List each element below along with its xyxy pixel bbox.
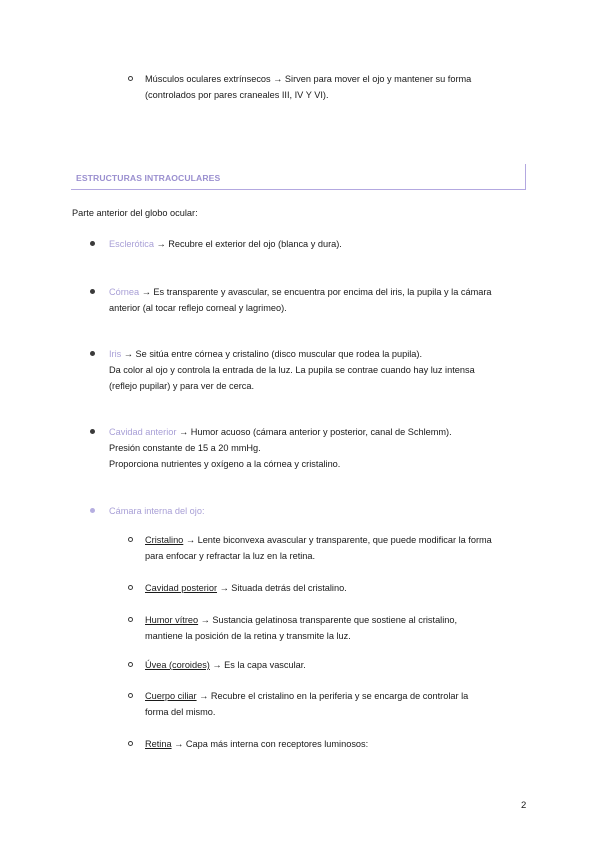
- term-description: → Es la capa vascular.: [209, 660, 306, 670]
- bullet-icon: [90, 429, 95, 434]
- list-item-text: Músculos oculares extrínsecos → Sirven para mover el ojo y mantener su forma: [145, 74, 472, 84]
- list-item-musculos: [145, 71, 530, 103]
- term-description: Presión constante de 15 a 20 mmHg.: [109, 443, 261, 453]
- list-item-text: (controlados por pares craneales III, IV Y VI).: [145, 90, 329, 100]
- sub-item-uvea: [145, 657, 530, 673]
- term-description: mantiene la posición de la retina y transmite la luz.: [145, 631, 351, 641]
- section-title: ESTRUCTURAS INTRAOCULARES: [76, 173, 221, 183]
- term-description: → Es transparente y avascular, se encuentra por encima del iris, la pupila y la cámara: [139, 287, 492, 297]
- hollow-bullet-icon: [128, 537, 133, 542]
- term-label: Cavidad anterior: [109, 427, 177, 437]
- list-item-cavidad-anterior: [109, 424, 529, 472]
- bullet-icon: [90, 508, 95, 513]
- hollow-bullet-icon: [128, 662, 133, 667]
- hollow-bullet-icon: [128, 585, 133, 590]
- term-label: Córnea: [109, 287, 140, 297]
- hollow-bullet-icon: [128, 617, 133, 622]
- term-label: Esclerótica: [109, 239, 154, 249]
- term-description: (reflejo pupilar) y para ver de cerca.: [109, 381, 255, 391]
- term-description: → Lente biconvexa avascular y transparente, que puede modificar la forma: [183, 535, 492, 545]
- term-description: → Recubre el cristalino en la periferia y se encarga de controlar la: [196, 691, 469, 701]
- term-description: → Se sitúa entre córnea y cristalino (disco muscular que rodea la pupila).: [121, 349, 423, 359]
- term-description: → Recubre el exterior del ojo (blanca y dura).: [153, 239, 342, 249]
- section-intro: Parte anterior del globo ocular:: [72, 208, 198, 218]
- sub-item-retina: [145, 736, 530, 752]
- term-description: para enfocar y refractar la luz en la retina.: [145, 551, 316, 561]
- term-description: Da color al ojo y controla la entrada de la luz. La pupila se contrae cuando hay luz intensa: [109, 365, 475, 375]
- term-description: Proporciona nutrientes y oxígeno a la córnea y cristalino.: [109, 459, 341, 469]
- term-label: Iris: [109, 349, 122, 359]
- term-description: → Situada detrás del cristalino.: [217, 583, 347, 593]
- term-label: Humor vítreo: [145, 615, 199, 625]
- term-description: forma del mismo.: [145, 707, 216, 717]
- term-label: Cuerpo ciliar: [145, 691, 197, 701]
- term-description: → Sustancia gelatinosa transparente que sostiene al cristalino,: [198, 615, 458, 625]
- sub-item-cristalino: [145, 532, 530, 564]
- hollow-bullet-icon: [128, 741, 133, 746]
- term-description: → Humor acuoso (cámara anterior y posterior, canal de Schlemm).: [176, 427, 452, 437]
- hollow-bullet-icon: [128, 693, 133, 698]
- term-description: anterior (al tocar reflejo corneal y lagrimeo).: [109, 303, 287, 313]
- term-label: Cavidad posterior: [145, 583, 218, 593]
- term-label: Cristalino: [145, 535, 184, 545]
- bullet-icon: [90, 241, 95, 246]
- term-label: Cámara interna del ojo:: [109, 506, 205, 516]
- list-item-cornea: [109, 284, 529, 316]
- list-item-iris: [109, 346, 529, 394]
- list-item-camara-interna: [109, 503, 529, 519]
- term-label: Retina: [145, 739, 172, 749]
- sub-item-humor-vitreo: [145, 612, 530, 644]
- hollow-bullet-icon: [128, 76, 133, 81]
- bullet-icon: [90, 289, 95, 294]
- sub-item-cavidad-posterior: [145, 580, 530, 596]
- term-description: → Capa más interna con receptores luminosos:: [171, 739, 369, 749]
- bullet-icon: [90, 351, 95, 356]
- page-number: 2: [521, 800, 527, 811]
- term-label: Úvea (coroides): [145, 660, 210, 670]
- sub-item-cuerpo-ciliar: [145, 688, 530, 720]
- list-item-esclerotica: [109, 236, 529, 252]
